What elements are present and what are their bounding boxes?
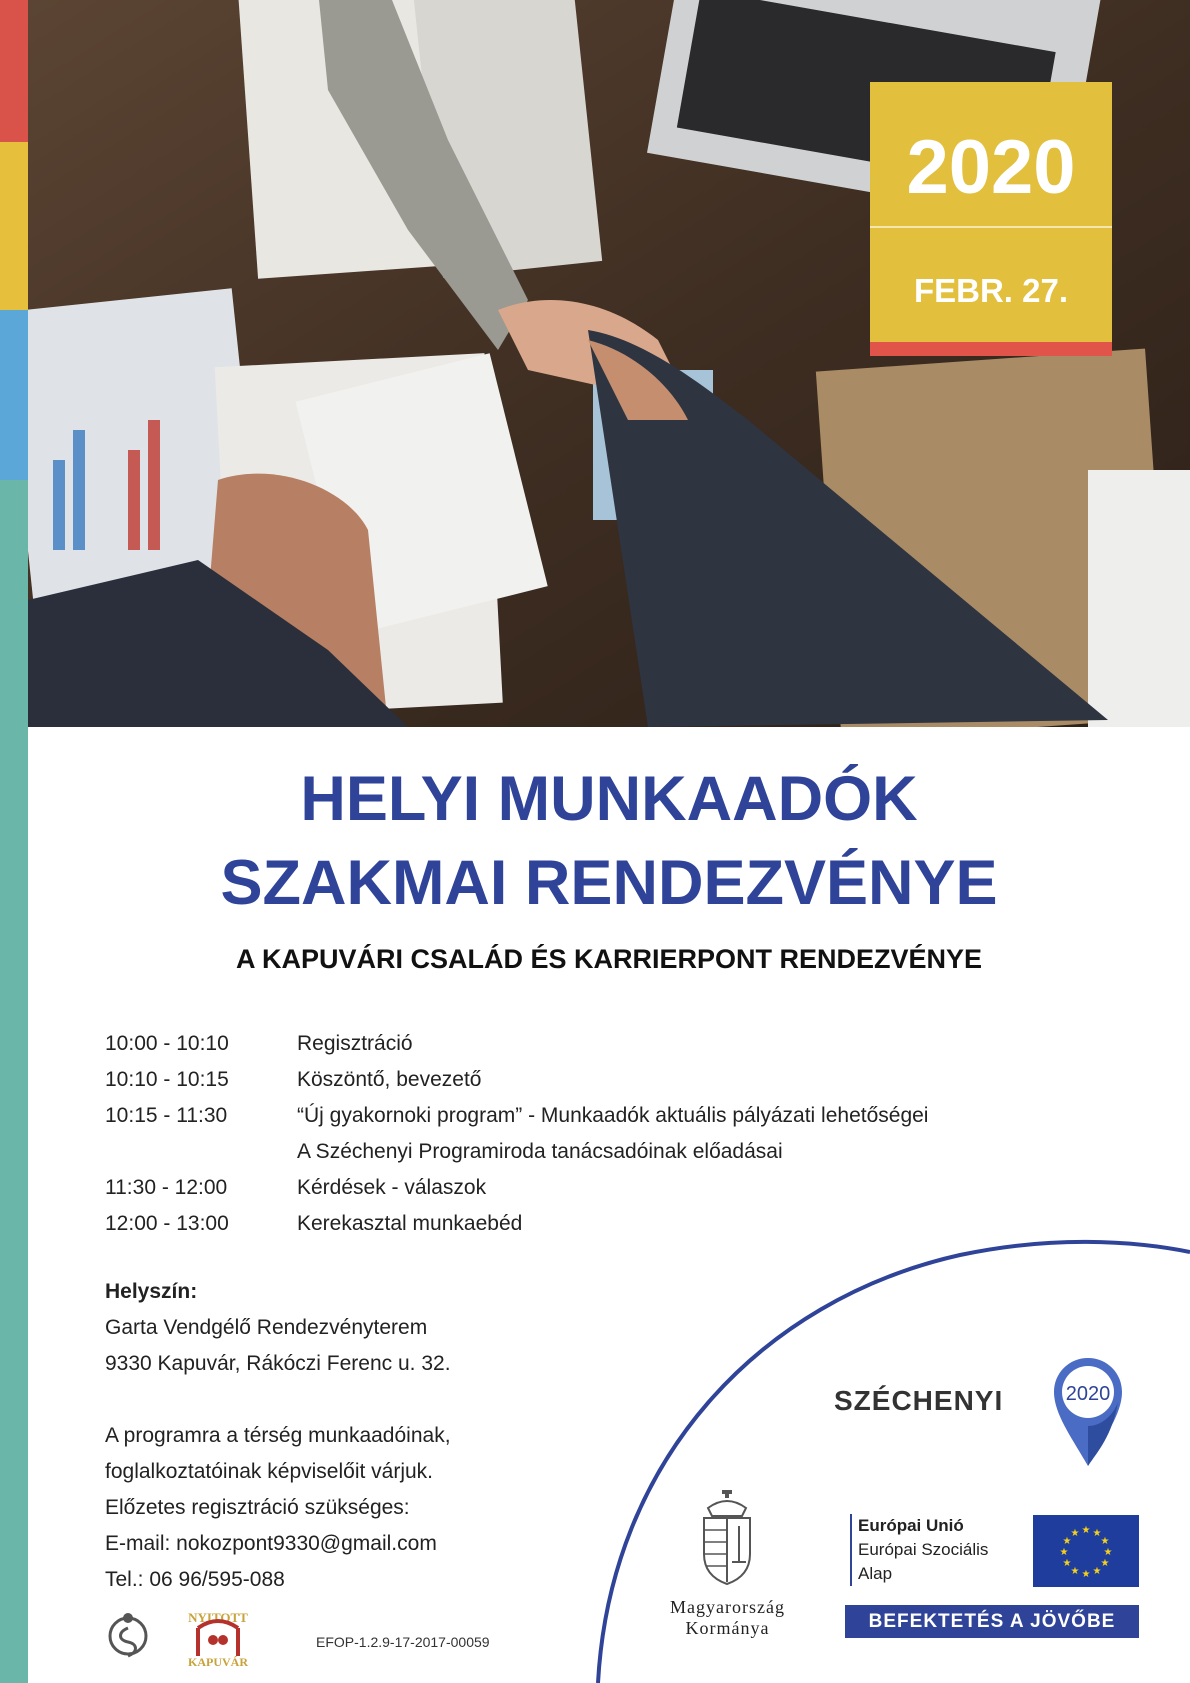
schedule-desc: “Új gyakornoki program” - Munkaadók aktuális pályázati lehetőségei: [297, 1104, 929, 1127]
schedule-desc: Köszöntő, bevezető: [297, 1068, 482, 1091]
page-subtitle: A KAPUVÁRI CSALÁD ÉS KARRIERPONT RENDEZVÉNYE: [235, 944, 983, 974]
page-title-line1: HELYI MUNKAADÓK: [300, 764, 918, 834]
eu-flag-icon: [1033, 1515, 1139, 1587]
location-heading: Helyszín:: [105, 1280, 198, 1303]
event-date: FEBR. 27.: [913, 272, 1069, 309]
schedule-desc: Regisztráció: [297, 1032, 413, 1055]
government-logo: [670, 1490, 785, 1639]
svg-text:★: ★: [1070, 1566, 1080, 1577]
schedule-desc: A Széchenyi Programiroda tanácsadóinak előadásai: [297, 1140, 783, 1163]
page-title-line2: SZAKMAI RENDEZVÉNYE: [220, 848, 998, 918]
schedule-desc: Kérdések - válaszok: [297, 1176, 487, 1199]
svg-text:★: ★: [1100, 1536, 1110, 1547]
svg-text:★: ★: [1092, 1528, 1102, 1539]
svg-text:★: ★: [1062, 1558, 1072, 1569]
schedule-desc: Kerekasztal munkaebéd: [297, 1212, 523, 1235]
svg-text:★: ★: [1081, 1569, 1091, 1580]
event-year: 2020: [906, 125, 1076, 210]
svg-text:★: ★: [1062, 1536, 1072, 1547]
location-address: 9330 Kapuvár, Rákóczi Ferenc u. 32.: [105, 1352, 451, 1375]
schedule-time: 11:30 - 12:00: [105, 1176, 228, 1199]
schedule-time: 10:15 - 11:30: [105, 1104, 228, 1127]
location-pin-icon: [1052, 1356, 1124, 1468]
eu-line1: Európai Unió: [858, 1516, 964, 1535]
svg-text:NYITOTT: NYITOTT: [188, 1610, 248, 1625]
eu-line2: Európai Szociális: [858, 1540, 989, 1559]
invite-line1: A programra a térség munkaadóinak,: [105, 1424, 451, 1447]
svg-text:★: ★: [1070, 1528, 1080, 1539]
svg-text:★: ★: [1103, 1547, 1113, 1558]
invite-line2: foglalkoztatóinak képviselőit várjuk.: [105, 1460, 434, 1483]
svg-text:★: ★: [1100, 1558, 1110, 1569]
svg-text:★: ★: [1059, 1547, 1069, 1558]
svg-text:★: ★: [1092, 1566, 1102, 1577]
family-center-logo: [106, 1608, 150, 1666]
nyitott-kapuvar-logo: [168, 1608, 268, 1668]
schedule-time: 12:00 - 13:00: [105, 1212, 229, 1235]
szechenyi-logo-text: SZÉCHENYI: [834, 1385, 1004, 1416]
coat-of-arms-icon: [696, 1490, 758, 1586]
contact-phone: Tel.: 06 96/595-088: [105, 1568, 285, 1591]
schedule-time: 10:10 - 10:15: [105, 1068, 229, 1091]
gov-name-line2: Kormánya: [685, 1618, 770, 1638]
svg-text:KAPUVÁR: KAPUVÁR: [188, 1655, 248, 1668]
efop-code: EFOP-1.2.9-17-2017-00059: [316, 1634, 490, 1650]
location-venue: Garta Vendgélő Rendezvényterem: [105, 1316, 428, 1339]
gov-name-line1: Magyarország: [670, 1597, 785, 1617]
schedule-time: 10:00 - 10:10: [105, 1032, 229, 1055]
eu-line3: Alap: [858, 1564, 893, 1583]
svg-text:★: ★: [1081, 1525, 1091, 1536]
contact-email: E-mail: nokozpont9330@gmail.com: [105, 1532, 437, 1555]
eu-slogan-banner: BEFEKTETÉS A JÖVŐBE: [845, 1605, 1139, 1638]
szechenyi-logo-year: 2020: [1065, 1383, 1111, 1405]
eu-text-block: [850, 1514, 988, 1586]
invite-line3: Előzetes regisztráció szükséges:: [105, 1496, 410, 1519]
